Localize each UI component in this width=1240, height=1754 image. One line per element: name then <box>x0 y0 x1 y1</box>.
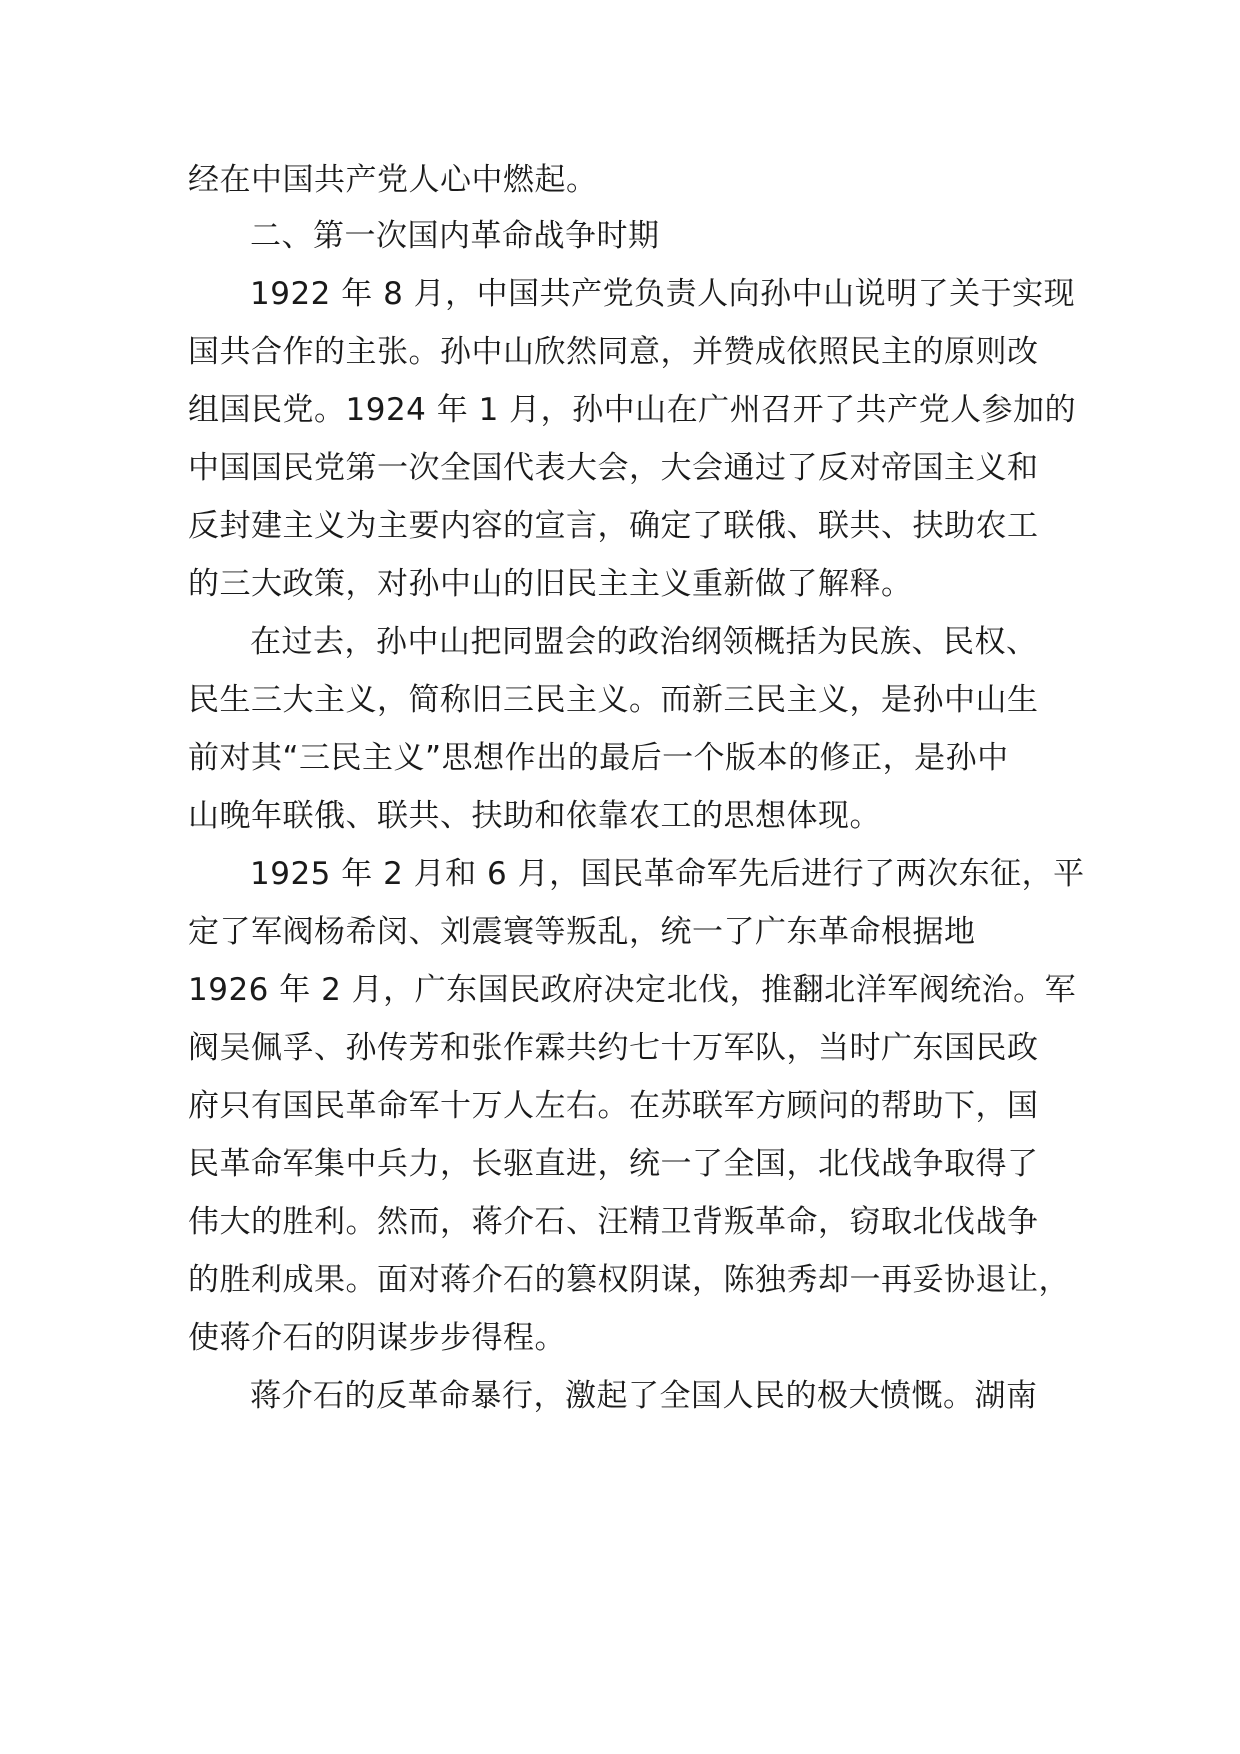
text-line: 国共合作的主张。孙中山欣然同意，并赞成依照民主的原则改 <box>188 334 1039 370</box>
text-line: 蒋介石的反革命暴行，激起了全国人民的极大愤慨。湖南 <box>250 1378 1038 1414</box>
text-line: 经在中国共产党人心中燃起。 <box>188 162 598 198</box>
text-line: 中国国民党第一次全国代表大会，大会通过了反对帝国主义和 <box>188 450 1039 486</box>
text-line: 定了军阀杨希闵、刘震寰等叛乱，统一了广东革命根据地 <box>188 914 976 950</box>
text-line: 在过去，孙中山把同盟会的政治纲领概括为民族、民权、 <box>250 624 1038 660</box>
text-line: 山晚年联俄、联共、扶助和依靠农工的思想体现。 <box>188 798 881 834</box>
text-line: 民生三大主义，简称旧三民主义。而新三民主义，是孙中山生 <box>188 682 1039 718</box>
text-line: 的三大政策，对孙中山的旧民主主义重新做了解释。 <box>188 566 913 602</box>
text-line: 府只有国民革命军十万人左右。在苏联军方顾问的帮助下，国 <box>188 1088 1039 1124</box>
text-line: 前对其“三民主义”思想作出的最后一个版本的修正，是孙中 <box>188 740 1009 776</box>
text-line: 民革命军集中兵力，长驱直进，统一了全国，北伐战争取得了 <box>188 1146 1039 1182</box>
text-line: 阀吴佩孚、孙传芳和张作霖共约七十万军队，当时广东国民政 <box>188 1030 1039 1066</box>
section-heading: 二、第一次国内革命战争时期 <box>250 218 660 254</box>
text-line: 的胜利成果。面对蒋介石的篡权阴谋，陈独秀却一再妥协退让， <box>188 1262 1070 1298</box>
text-line: 组国民党。1924 年 1 月，孙中山在广州召开了共产党人参加的 <box>188 392 1077 428</box>
text-line: 1925 年 2 月和 6 月，国民革命军先后进行了两次东征，平 <box>250 856 1085 892</box>
text-line: 1926 年 2 月，广东国民政府决定北伐，推翻北洋军阀统治。军 <box>188 972 1077 1008</box>
text-line: 反封建主义为主要内容的宣言，确定了联俄、联共、扶助农工 <box>188 508 1039 544</box>
text-line: 1922 年 8 月，中国共产党负责人向孙中山说明了关于实现 <box>250 276 1076 312</box>
text-line: 使蒋介石的阴谋步步得程。 <box>188 1320 566 1356</box>
text-line: 伟大的胜利。然而，蒋介石、汪精卫背叛革命，窃取北伐战争 <box>188 1204 1039 1240</box>
